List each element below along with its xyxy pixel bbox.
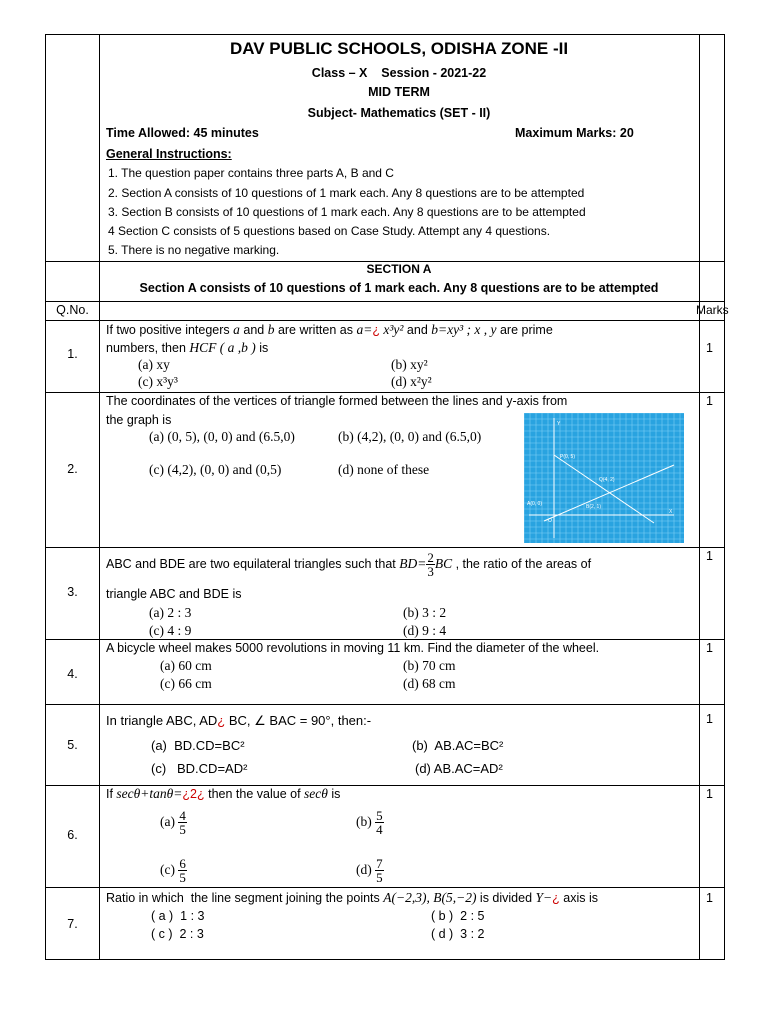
marks-column-divider (699, 35, 700, 959)
section-subtitle: Section A consists of 10 questions of 1 mark each. Any 8 questions are to be attempted (139, 281, 659, 295)
instruction-item: 1. The question paper contains three parts A, B and C (108, 166, 394, 180)
option-a: (a) 2 : 3 (149, 605, 192, 620)
option-a: (a) (0, 5), (0, 0) and (6.5,0) (149, 429, 295, 444)
option-b: (b) (4,2), (0, 0) and (6.5,0) (338, 429, 482, 444)
maximum-marks: Maximum Marks: 20 (515, 126, 634, 140)
option-a: (a) BD.CD=BC² (151, 738, 245, 753)
graph-label: B(2, 1) (586, 504, 602, 510)
instruction-item: 2. Section A consists of 10 questions of 1 mark each. Any 8 questions are to be attempted (108, 186, 585, 200)
option-b: (b) $\frac{5}{4}$ (356, 808, 383, 838)
question-number: 5. (67, 738, 78, 752)
graph-label: Y (557, 421, 561, 427)
question-marks: 1 (706, 641, 713, 655)
option-d: (d) AB.AC=AD² (415, 761, 503, 776)
question-text: If secθ+tanθ=¿2¿ then the value of secθ is (106, 786, 341, 801)
option-a: (a) 60 cm (160, 658, 212, 673)
question-number: 2. (67, 462, 78, 476)
option-b: ( b ) 2 : 5 (431, 909, 485, 923)
qno-column-divider (99, 35, 100, 959)
option-a: (a) $\frac{4}{5}$ (160, 808, 186, 838)
option-d: (d) 68 cm (403, 676, 456, 691)
option-c: (c) 4 : 9 (149, 623, 192, 638)
class-session: Class – X Session - 2021-22 (311, 66, 487, 80)
question-text: If two positive integers a and b are written as a=¿ x³y² and b=xy³ ; x , y are prime (106, 322, 553, 337)
section-divider (46, 301, 724, 302)
question-text: In triangle ABC, AD¿ BC, ∠ BAC = 90°, then:- (106, 713, 372, 728)
instruction-item: 4 Section C consists of 5 questions based on Case Study. Attempt any 4 questions. (108, 224, 551, 238)
question-text: Ratio in which the line segment joining the points A(−2,3), B(5,−2) is divided Y−¿ axis is (106, 890, 598, 905)
option-c: (c) (4,2), (0, 0) and (0,5) (149, 462, 282, 477)
column-header-divider (46, 320, 724, 321)
question-text: ABC and BDE are two equilateral triangles such that BD= $\frac{2}{3}$ BC , the ratio of the areas of (106, 550, 592, 580)
question-paper (45, 34, 729, 960)
question-text: A bicycle wheel makes 5000 revolutions in moving 11 km. Find the diameter of the wheel. (106, 641, 600, 655)
question-text: the graph is (106, 413, 172, 427)
option-a: ( a ) 1 : 3 (151, 909, 205, 923)
option-b: (b) 3 : 2 (403, 605, 447, 620)
instruction-item: 5. There is no negative marking. (108, 243, 280, 257)
option-b: (b) AB.AC=BC² (412, 738, 504, 753)
option-c: (c) BD.CD=AD² (151, 761, 248, 776)
term: MID TERM (368, 85, 430, 99)
option-a: (a) xy (138, 357, 170, 372)
question-number: 4. (67, 667, 78, 681)
time-allowed: Time Allowed: 45 minutes (106, 126, 259, 140)
graph-label: A(0, 0) (527, 501, 543, 507)
question-text: numbers, then HCF ( a ,b ) is (106, 340, 269, 355)
row-divider (46, 887, 724, 888)
graph-label: O (548, 518, 552, 524)
row-divider (46, 704, 724, 705)
option-d: (d) 9 : 4 (403, 623, 447, 638)
option-b: (b) 70 cm (403, 658, 456, 673)
question-text: triangle ABC and BDE is (106, 587, 242, 601)
option-c: (c) 66 cm (160, 676, 212, 691)
question-number: 3. (67, 585, 78, 599)
school-title: DAV PUBLIC SCHOOLS, ODISHA ZONE -II (229, 39, 569, 58)
graph-label: P(0, 5) (560, 454, 576, 460)
option-d: (d) $\frac{7}{5}$ (356, 856, 383, 886)
marks-header: Marks (696, 303, 729, 317)
question-marks: 1 (706, 787, 713, 801)
section-title: SECTION A (366, 262, 432, 276)
option-c: (c) $\frac{6}{5}$ (160, 856, 186, 886)
graph-label: X (669, 509, 673, 515)
subject: Subject- Mathematics (SET - II) (307, 106, 491, 120)
option-d: (d) x²y² (391, 374, 432, 389)
row-divider (46, 392, 724, 393)
line-graph-image (524, 413, 684, 543)
option-b: (b) xy² (391, 357, 428, 372)
qno-header: Q.No. (56, 303, 89, 317)
row-divider (46, 547, 724, 548)
instructions-title: General Instructions: (106, 147, 232, 161)
question-number: 6. (67, 828, 78, 842)
question-marks: 1 (706, 549, 713, 563)
option-d: (d) none of these (338, 462, 430, 477)
fraction: $\frac{2}{3}$ (427, 550, 434, 580)
question-marks: 1 (706, 394, 713, 408)
graph-label: Q(4, 2) (599, 477, 615, 483)
option-c: ( c ) 2 : 3 (151, 927, 204, 941)
option-c: (c) x³y³ (138, 374, 178, 389)
question-number: 1. (67, 347, 78, 361)
question-marks: 1 (706, 341, 713, 355)
row-divider (46, 639, 724, 640)
question-text: The coordinates of the vertices of triangle formed between the lines and y-axis from (106, 394, 568, 408)
option-d: ( d ) 3 : 2 (431, 927, 485, 941)
question-number: 7. (67, 917, 78, 931)
instruction-item: 3. Section B consists of 10 questions of 1 mark each. Any 8 questions are to be attempted (108, 205, 586, 219)
question-marks: 1 (706, 891, 713, 905)
question-marks: 1 (706, 712, 713, 726)
